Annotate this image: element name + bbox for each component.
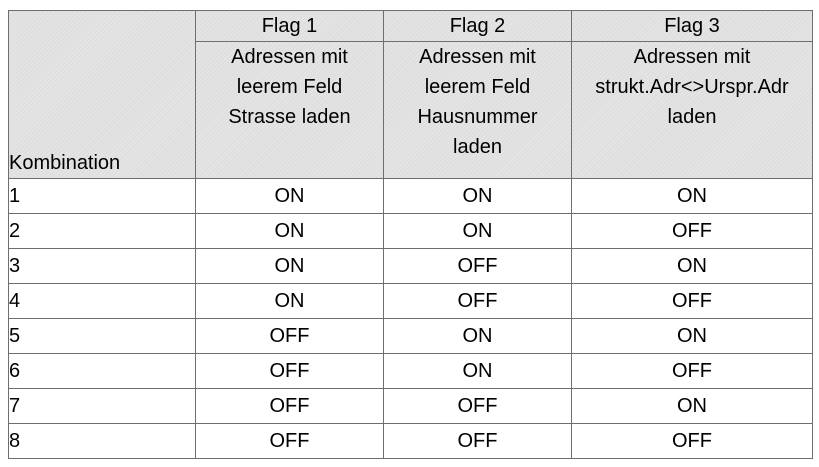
flag-1-value: OFF xyxy=(196,389,384,424)
flag-3-value: OFF xyxy=(572,424,813,459)
flag-2-desc-line: Adressen mit xyxy=(419,46,536,68)
flag-2-value: OFF xyxy=(384,249,572,284)
flag-2-description xyxy=(384,42,572,179)
flag-3-desc-line: strukt.Adr<>Urspr.Adr xyxy=(595,76,789,98)
flag-2-desc-line: leerem Feld xyxy=(424,76,531,98)
flag-1-desc-line: leerem Feld xyxy=(236,76,343,98)
flag-1-value: ON xyxy=(196,284,384,319)
flag-1-value: OFF xyxy=(196,319,384,354)
flag-3-description xyxy=(572,42,813,179)
flag-2-value: ON xyxy=(384,214,572,249)
flag-2-value: ON xyxy=(384,179,572,214)
flag-2-desc-line: Hausnummer xyxy=(417,106,538,128)
flag-2-desc-line: laden xyxy=(453,136,502,158)
flag-1-desc-line: Adressen mit xyxy=(231,46,348,68)
table-row xyxy=(9,284,813,319)
flag-3-desc-line: laden xyxy=(667,106,717,128)
flag-3-value: ON xyxy=(572,389,813,424)
combination-number: 3 xyxy=(9,249,196,284)
flag-1-value: OFF xyxy=(196,354,384,389)
flag-3-desc-line: Adressen mit xyxy=(633,46,751,68)
flag-2-value: OFF xyxy=(384,284,572,319)
flag-3-value: OFF xyxy=(572,354,813,389)
table-row xyxy=(9,249,813,284)
table-row xyxy=(9,389,813,424)
flag-combination-table xyxy=(8,10,813,459)
flag-3-value: OFF xyxy=(572,214,813,249)
combination-number: 6 xyxy=(9,354,196,389)
flag-1-value: ON xyxy=(196,249,384,284)
flag-2-value: ON xyxy=(384,354,572,389)
combination-number: 1 xyxy=(9,179,196,214)
header-flag-2: Flag 2 xyxy=(384,11,572,42)
flag-1-value: ON xyxy=(196,179,384,214)
flag-3-value: ON xyxy=(572,319,813,354)
flag-3-value: ON xyxy=(572,249,813,284)
combination-number: 2 xyxy=(9,214,196,249)
combination-number: 7 xyxy=(9,389,196,424)
header-flag-3: Flag 3 xyxy=(572,11,813,42)
flag-3-value: OFF xyxy=(572,284,813,319)
header-flag-1: Flag 1 xyxy=(196,11,384,42)
combination-number: 5 xyxy=(9,319,196,354)
flag-1-desc-line: Strasse laden xyxy=(228,106,351,128)
header-kombination: Kombination xyxy=(9,11,196,179)
header-row-titles xyxy=(9,11,813,42)
table-row xyxy=(9,214,813,249)
flag-2-value: OFF xyxy=(384,424,572,459)
table-row xyxy=(9,354,813,389)
flag-1-value: OFF xyxy=(196,424,384,459)
flag-2-value: OFF xyxy=(384,389,572,424)
flag-1-value: ON xyxy=(196,214,384,249)
flag-3-value: ON xyxy=(572,179,813,214)
flag-2-value: ON xyxy=(384,319,572,354)
flag-1-description xyxy=(196,42,384,179)
combination-number: 4 xyxy=(9,284,196,319)
combination-number: 8 xyxy=(9,424,196,459)
table-row xyxy=(9,319,813,354)
table-row xyxy=(9,179,813,214)
table-row xyxy=(9,424,813,459)
